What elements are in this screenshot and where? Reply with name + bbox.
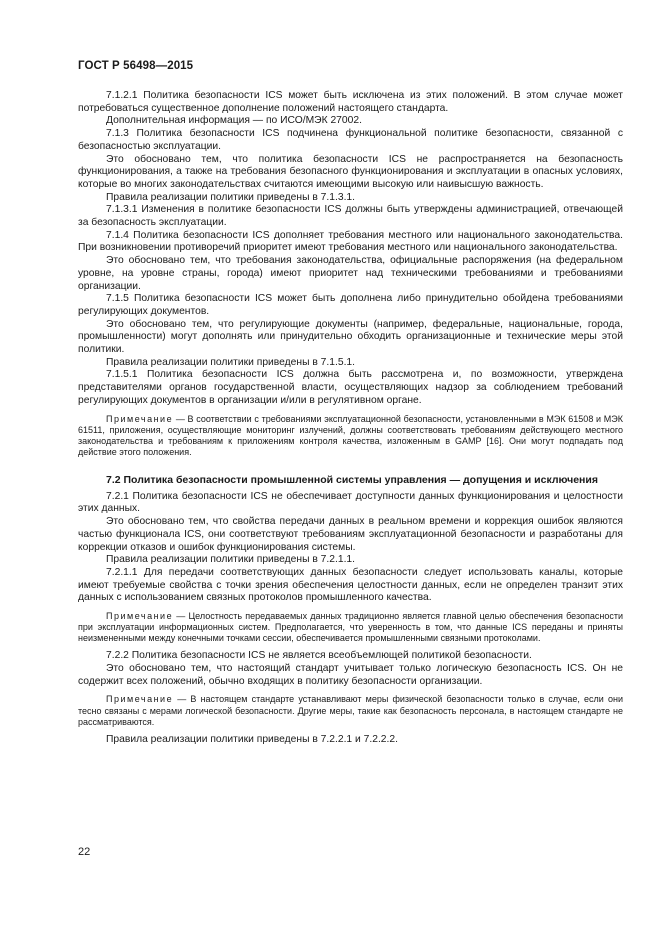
paragraph: Правила реализации политики приведены в 7.2.2.1 и 7.2.2.2. [106,733,398,745]
note-text: — В соответствии с требованиями эксплуатационной безопасности, установленными в МЭК 61508 и МЭК 61511, приложения, осуществляющие мониторинг излучений, должны соответствовать требованиям действующего местного законодательства и требованиям к приложениям контроля качества, изложенным в GAMP [16]. Они могут подпадать под действие этого положения. [78,413,623,457]
paragraph: Правила реализации политики приведены в 7.2.1.1. [106,554,356,566]
paragraph: Это обосновано тем, что политика безопасности ICS не распространяется на безопасность функционирования, а также на требования безопасного функционирования и эксплуатации в опасных условиях, которые во многих законодательствах считаются имеющими высокую или наивысшую важность. [78,153,623,190]
document-body [78,90,623,746]
section-heading: 7.2 Политика безопасности промышленной системы управления — допущения и исключения [106,473,598,486]
paragraph: 7.1.3 Политика безопасности ICS подчинена функциональной политике безопасности, связанной с безопасностью эксплуатации. [78,128,623,152]
paragraph: 7.1.5 Политика безопасности ICS может быть дополнена либо принудительно обойдена требованиями регулирующих документов. [78,293,623,317]
paragraph: Это обосновано тем, что требования законодательства, официальные распоряжения (на федеральном уровне, на уровне страны, города) имеют приоритет над техническими требованиями и требованиями организации. [78,255,623,292]
note-label: Примечание [106,611,174,622]
note-text: — Целостность передаваемых данных традиционно является главной целью обеспечения безопасности при эксплуатации информационных систем. Предполагается, что уверенность в том, что данные ICS переданы и приняты неизмененными между конечными точками сессии, обеспечивается промышленными связными протоколами. [78,611,623,644]
page-number: 22 [78,846,91,858]
note-label: Примечание [106,413,174,424]
note-label: Примечание [106,694,174,705]
paragraph: 7.2.1 Политика безопасности ICS не обеспечивает доступности данных функционирования и целостности этих данных. [78,490,623,515]
paragraph: 7.2.1.1 Для передачи соответствующих данных безопасности следует использовать каналы, которые имеют требуемые свойства с точки зрения обеспечения целостности данных, если не определен транзит этих данных с использованием связных протоколов промышленного качества. [78,566,623,604]
paragraph: Дополнительная информация — по ИСО/МЭК 27002. [106,115,362,127]
paragraph: Это обосновано тем, что регулирующие документы (например, федеральные, национальные, города, промышленности) могут дополнять или принудительно обходить организационные и технические меры этой политики. [78,318,623,356]
note-text: — В настоящем стандарте устанавливают меры физической безопасности только в случае, если они тесно связаны с мерами логической безопасности. Другие меры, такие как безопасность персонала, в настоящем стандарте не рассматриваются. [78,694,623,727]
paragraph: 7.1.5.1 Политика безопасности ICS должна быть рассмотрена и, по возможности, утверждена представителями органов государственной власти, осуществляющих надзор за соблюдением требований регулирующих документов в организации и/или в регулятивном органе. [78,369,623,406]
paragraph: Правила реализации политики приведены в 7.1.5.1. [106,356,356,368]
paragraph: 7.2.2 Политика безопасности ICS не является всеобъемлющей политикой безопасности. [106,650,532,662]
note [78,611,623,644]
paragraph: Это обосновано тем, что свойства передачи данных в реальном времени и коррекция ошибок являются частью функционала ICS, они соответствуют требованиям эксплуатационной безопасности и разработаны для коррекции отказов и ошибок функционирования системы. [78,516,623,553]
paragraph: 7.1.2.1 Политика безопасности ICS может быть исключена из этих положений. В этом случае может потребоваться существенное дополнение положений настоящего стандарта. [78,90,623,114]
note [78,694,623,727]
paragraph: 7.1.4 Политика безопасности ICS дополняет требования местного или национального законодательства. При возникновении противоречий приоритет имеют требования местного или национального законодательства. [78,229,623,254]
paragraph: 7.1.3.1 Изменения в политике безопасности ICS должны быть утверждены администрацией, отвечающей за безопасность эксплуатации. [78,204,623,229]
running-header: ГОСТ Р 56498—2015 [78,60,194,72]
paragraph: Это обосновано тем, что настоящий стандарт учитывает только логическую безопасность ICS. Он не содержит всех положений, обычно входящих в политику безопасности организации. [78,663,623,687]
paragraph: Правила реализации политики приведены в 7.1.3.1. [106,191,356,203]
note [78,414,623,458]
